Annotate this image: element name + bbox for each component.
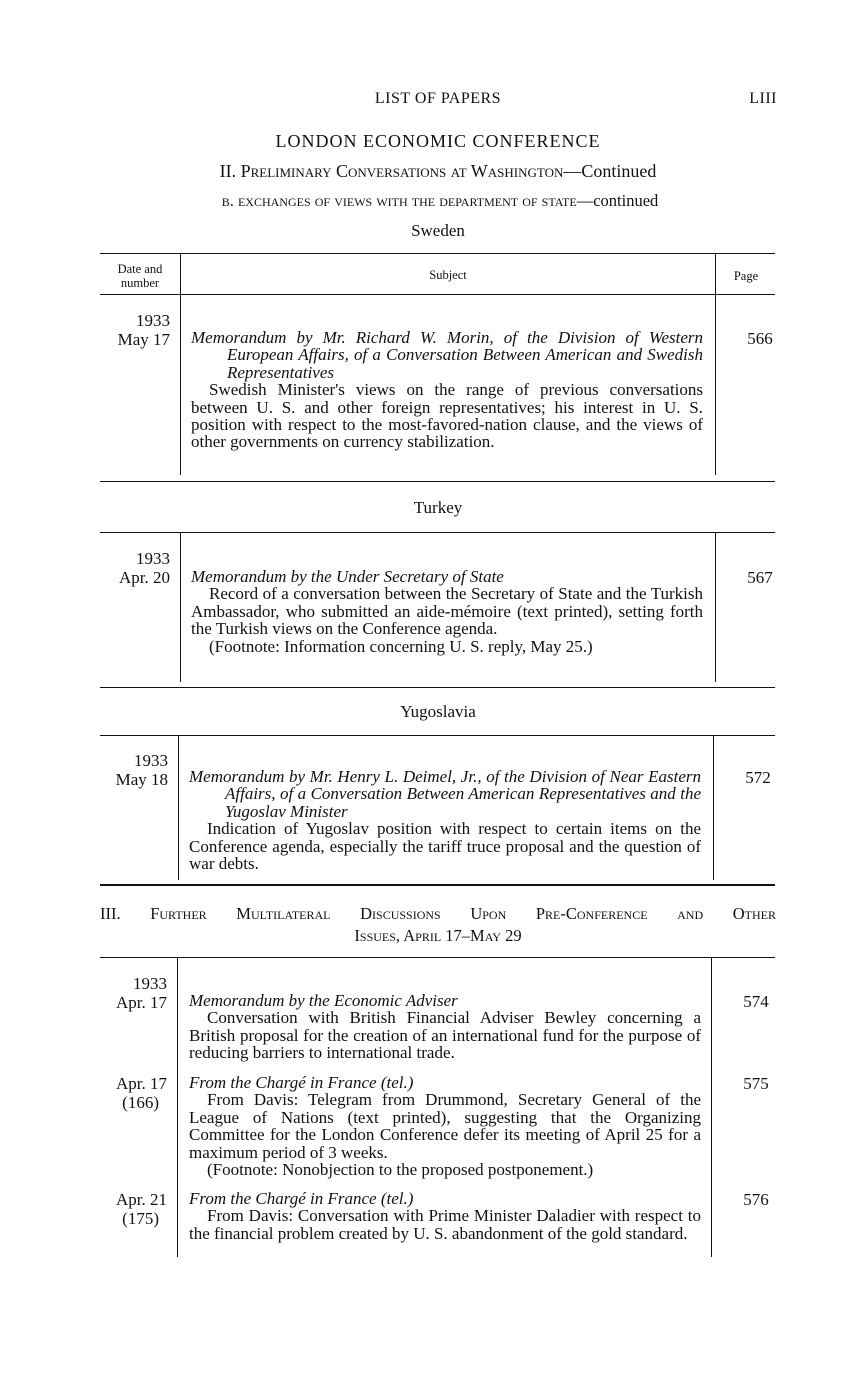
entry-footnote: (Footnote: Information concerning U. S. reply, May 25.) xyxy=(209,636,593,656)
section-rule xyxy=(100,735,775,736)
entry-title: From the Chargé in France (tel.) xyxy=(189,1073,414,1092)
entry-subject xyxy=(189,768,701,872)
entry-page: 572 xyxy=(745,768,771,787)
entry-subject xyxy=(191,568,703,655)
entry-footnote: (Footnote: Nonobjection to the proposed postponement.) xyxy=(207,1160,594,1180)
section-iii-line2: Issues, April 17–May 29 xyxy=(354,926,522,945)
column-divider xyxy=(177,957,178,1257)
entry-title: Memorandum by Mr. Henry L. Deimel, Jr., of the Division of Near Eastern Affairs, of a Conversation Between American Representatives and the Yugoslav Minister xyxy=(189,767,701,821)
section-iii-heading xyxy=(100,903,776,947)
entry-title: Memorandum by the Under Secretary of State xyxy=(191,567,504,586)
page-number: LIII xyxy=(749,90,777,107)
page-column-header: Page xyxy=(733,269,759,283)
entry-page: 575 xyxy=(743,1074,769,1093)
entry-date: 1933 Apr. 20 xyxy=(119,549,170,587)
table-top-rule xyxy=(100,253,775,254)
entry-date: 1933 May 17 xyxy=(117,311,170,349)
entry-date: 1933 May 18 xyxy=(115,751,168,789)
date-header-line1: Date and xyxy=(117,262,163,276)
section-b-continued: —continued xyxy=(576,191,659,210)
country-heading-turkey: Turkey xyxy=(413,498,463,517)
column-divider xyxy=(715,253,716,475)
entry-summary: Record of a conversation between the Secretary of State and the Turkish Ambassador, who submitted an aide-mémoire (text printed), setting forth the Turkish views on the Conference agenda. xyxy=(191,584,703,639)
entry-summary: From Davis: Conversation with Prime Minister Daladier with respect to the financial problem created by U. S. abandonment of the gold standard. xyxy=(189,1206,701,1243)
column-divider xyxy=(715,532,716,682)
entry-page: 567 xyxy=(747,568,773,587)
section-ii-heading xyxy=(100,161,776,182)
entry-summary: Swedish Minister's views on the range of previous conversations between U. S. and other foreign representatives; his interest in U. S. position with respect to the most-favored-nation clause, and the views of other governments on currency stabilization. xyxy=(191,380,703,452)
section-rule xyxy=(100,957,775,958)
date-column-header xyxy=(100,262,180,290)
entry-title: Memorandum by Mr. Richard W. Morin, of the Division of Western European Affairs, of a Conversation Between American and Swedish Representatives xyxy=(191,328,703,382)
header-bottom-rule xyxy=(100,294,775,295)
column-divider xyxy=(180,253,181,475)
section-rule xyxy=(100,481,775,482)
country-heading-sweden: Sweden xyxy=(411,221,465,240)
entry-title: From the Chargé in France (tel.) xyxy=(189,1189,414,1208)
section-ii-numeral: II. xyxy=(219,161,237,181)
entry-date: 1933 Apr. 17 xyxy=(116,974,167,1012)
entry-date: Apr. 21 (175) xyxy=(116,1190,167,1228)
running-title: LIST OF PAPERS xyxy=(374,90,502,107)
section-b-heading xyxy=(90,191,790,211)
column-divider xyxy=(180,532,181,682)
entry-page: 576 xyxy=(743,1190,769,1209)
entry-subject xyxy=(189,992,701,1062)
country-heading-yugoslavia: Yugoslavia xyxy=(400,702,476,721)
section-rule xyxy=(100,532,775,533)
section-iii-line1: III. Further Multilateral Discussions Upon Pre-Conference and Other xyxy=(100,904,776,923)
entry-subject xyxy=(189,1074,701,1178)
section-rule xyxy=(100,687,775,688)
section-rule xyxy=(100,884,775,886)
entry-page: 566 xyxy=(747,329,773,348)
entry-subject xyxy=(189,1190,701,1242)
entry-subject xyxy=(191,329,703,451)
entry-summary: From Davis: Telegram from Drummond, Secretary General of the League of Nations (text printed), suggesting that the Organizing Committee for the London Conference defer its meeting of April 25 for a maximum period of 3 weeks. xyxy=(189,1090,701,1162)
date-header-line2: number xyxy=(120,276,160,290)
conference-title: LONDON ECONOMIC CONFERENCE xyxy=(275,131,601,151)
section-b-letter: b. xyxy=(221,191,234,210)
entry-page: 574 xyxy=(743,992,769,1011)
section-b-title: exchanges of views with the department of state xyxy=(237,191,577,210)
column-divider xyxy=(713,735,714,880)
section-ii-continued: —Continued xyxy=(563,161,657,181)
entry-summary: Indication of Yugoslav position with respect to certain items on the Conference agenda, especially the tariff truce proposal and the question of war debts. xyxy=(189,819,701,874)
entry-title: Memorandum by the Economic Adviser xyxy=(189,991,458,1010)
column-divider xyxy=(178,735,179,880)
entry-summary: Conversation with British Financial Adviser Bewley concerning a British proposal for the creation of an international fund for the purpose of reducing barriers to international trade. xyxy=(189,1008,701,1063)
subject-column-header: Subject xyxy=(429,268,467,282)
section-ii-title: Preliminary Conversations at Washington xyxy=(240,161,564,181)
column-divider xyxy=(711,957,712,1257)
entry-date: Apr. 17 (166) xyxy=(116,1074,167,1112)
